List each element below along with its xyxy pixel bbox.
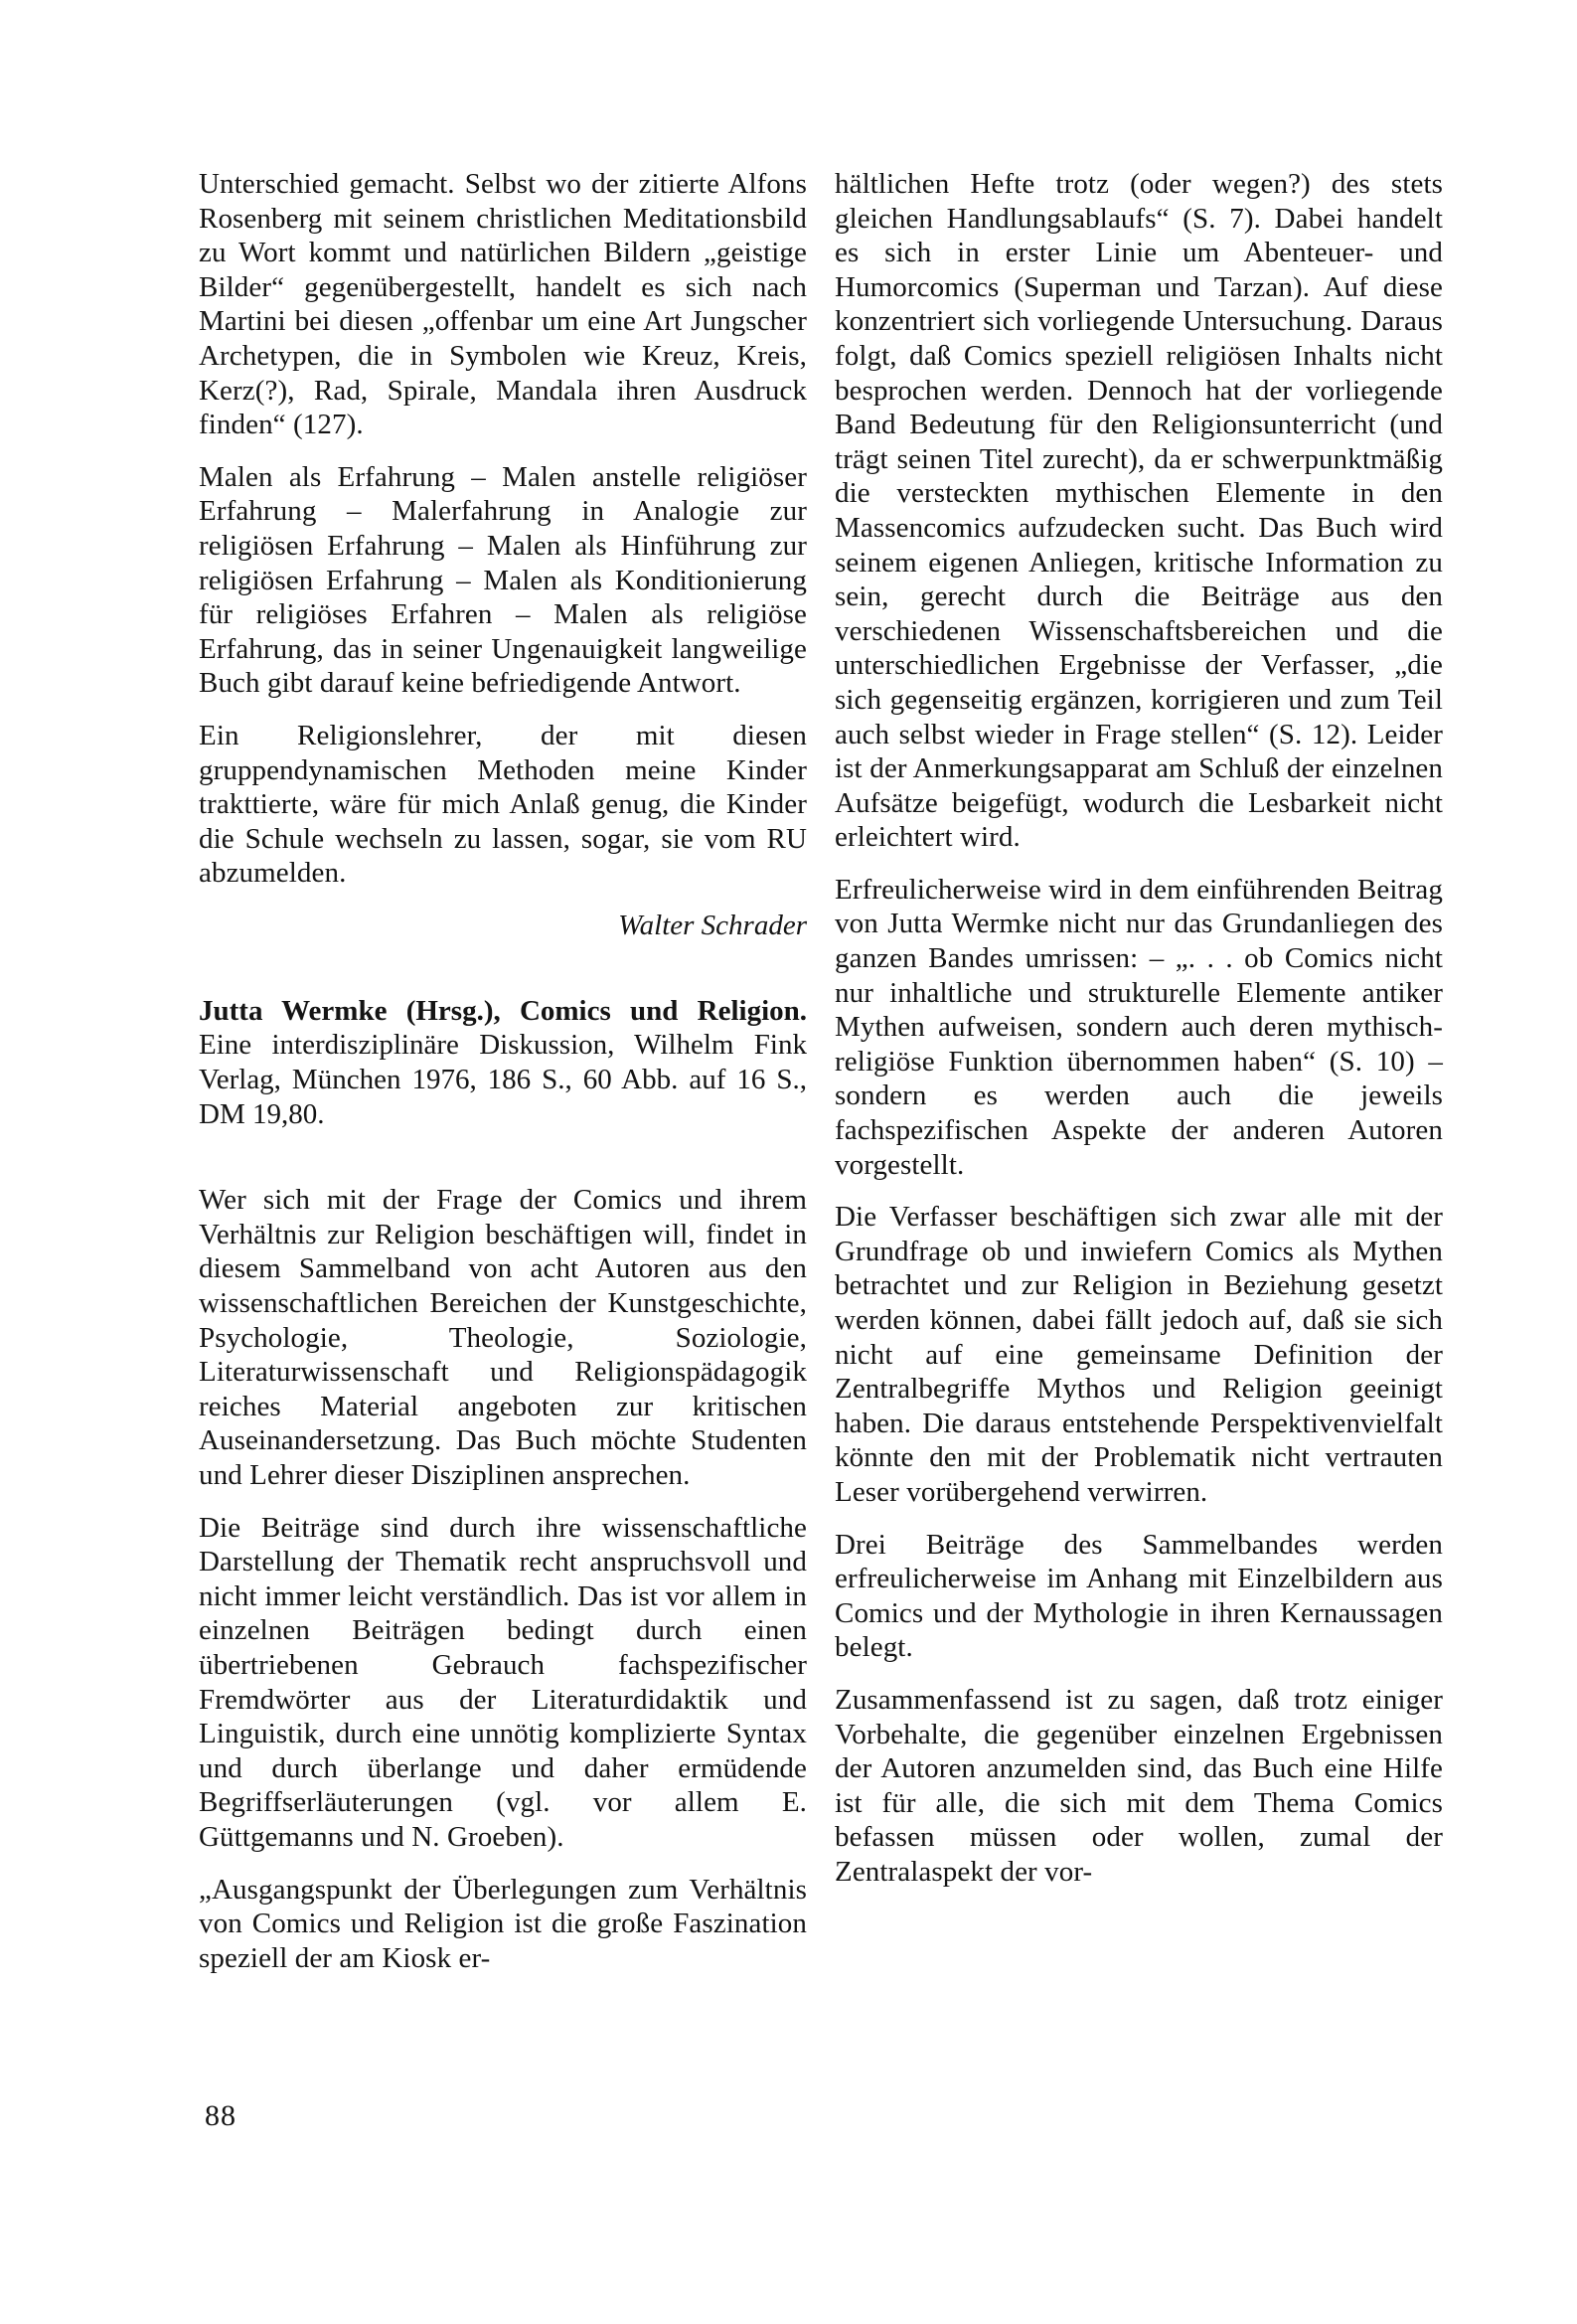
paragraph: Die Beiträge sind durch ihre wissenschaftliche Darstellung der Thematik recht anspruchsvoll und nicht immer leicht verständlich. Das ist vor allem in einzelnen Beiträgen bedingt durch einen übertriebenen Gebrauch fachspezifischer Fremdwörter aus der Literaturdidaktik und Linguistik, durch eine unnötig komplizierte Syntax und durch überlange und daher ermüdende Begriffserläuterungen (vgl. vor allem E. Güttgemanns und N. Groeben). <box>199 1511 807 1853</box>
paragraph: Erfreulicherweise wird in dem einführenden Beitrag von Jutta Wermke nicht nur das Grundanliegen des ganzen Bandes umrissen: – „. . . ob Comics nicht nur inhaltliche und strukturelle Elemente antiker Mythen aufweisen, sondern auch deren mythisch-religiöse Funktion übernommen haben“ (S. 10) – sondern es werden auch die jeweils fachspezifischen Aspekte der anderen Autoren vorgestellt. <box>835 873 1443 1181</box>
paragraph: „Ausgangspunkt der Überlegungen zum Verhältnis von Comics und Religion ist die große Faszination speziell der am Kiosk er- <box>199 1873 807 1974</box>
page-number: 88 <box>205 2099 237 2132</box>
paragraph: Malen als Erfahrung – Malen anstelle religiöser Erfahrung – Malerfahrung in Analogie zur religiösen Erfahrung – Malen als Hinführung zur religiösen Erfahrung – Malen als Konditionierung für religiöses Erfahren – Malen als religiöse Erfahrung, das in seiner Ungenauigkeit langweilige Buch gibt darauf keine befriedigende Antwort. <box>199 460 807 700</box>
paragraph: Unterschied gemacht. Selbst wo der zitierte Alfons Rosenberg mit seinem christlichen Meditationsbild zu Wort kommt und natürlichen Bildern „geistige Bilder“ gegenübergestellt, handelt es sich nach Martini bei diesen „offenbar um eine Art Jungscher Archetypen, die in Symbolen wie Kreuz, Kreis, Kerz(?), Rad, Spirale, Mandala ihren Ausdruck finden“ (127). <box>199 168 807 441</box>
left-column <box>199 167 807 1993</box>
book-review-heading <box>199 994 807 1131</box>
paragraph: Wer sich mit der Frage der Comics und ihrem Verhältnis zur Religion beschäftigen will, findet in diesem Sammelband von acht Autoren aus den wissenschaftlichen Bereichen der Kunstgeschichte, Psychologie, Theologie, Soziologie, Literaturwissenschaft und Religionspädagogik reiches Material angeboten zur kritischen Auseinandersetzung. Das Buch möchte Studenten und Lehrer dieser Disziplinen ansprechen. <box>199 1184 807 1491</box>
paragraph: Drei Beiträge des Sammelbandes werden erfreulicherweise im Anhang mit Einzelbildern aus Comics und der Mythologie in ihren Kernaussagen belegt. <box>835 1528 1443 1664</box>
paragraph: Die Verfasser beschäftigen sich zwar alle mit der Grundfrage ob und inwiefern Comics als Mythen betrachtet und zur Religion in Beziehung gesetzt werden können, dabei fällt jedoch auf, daß sie sich nicht auf eine gemeinsame Definition der Zentralbegriffe Mythos und Religion geeinigt haben. Die daraus entstehende Perspektivenvielfalt könnte den mit der Problematik nicht vertrauten Leser vorübergehend verwirren. <box>835 1201 1443 1508</box>
book-title: Jutta Wermke (Hrsg.), Comics und Religion. <box>199 994 807 1027</box>
paragraph: hältlichen Hefte trotz (oder wegen?) des stets gleichen Handlungsablaufs“ (S. 7). Dabei handelt es sich in erster Linie um Abenteuer- und Humorcomics (Superman und Tarzan). Auf diese konzentriert sich vorliegende Untersuchung. Daraus folgt, daß Comics speziell religiösen Inhalts nicht besprochen werden. Dennoch hat der vorliegende Band Bedeutung für den Religionsunterricht (und trägt seinen Titel zurecht), da er schwerpunktmäßig die versteckten mythischen Elemente in den Massencomics aufzudecken sucht. Das Buch wird seinem eigenen Anliegen, kritische Information zu sein, gerecht durch die Beiträge aus den verschiedenen Wissenschaftsbereichen und die unterschiedlichen Ergebnisse der Verfasser, „die sich gegenseitig ergänzen, korrigieren und zum Teil auch selbst wieder in Frage stellen“ (S. 12). Leider ist der Anmerkungsapparat am Schluß der einzelnen Aufsätze beigefügt, wodurch die Lesbarkeit nicht erleichtert wird. <box>835 168 1443 854</box>
paragraph: Ein Religionslehrer, der mit diesen gruppendynamischen Methoden meine Kinder trakttierte, wäre für mich Anlaß genug, die Kinder die Schule wechseln zu lassen, sogar, sie vom RU abzumelden. <box>199 719 807 890</box>
paragraph: Zusammenfassend ist zu sagen, daß trotz einiger Vorbehalte, die gegenüber einzelnen Ergebnissen der Autoren anzumelden sind, das Buch eine Hilfe ist für alle, die sich mit dem Thema Comics befassen müssen oder wollen, zumal der Zentralaspekt der vor- <box>835 1683 1443 1888</box>
reviewer-signature: Walter Schrader <box>618 909 807 941</box>
book-citation: Eine interdisziplinäre Diskussion, Wilhelm Fink Verlag, München 1976, 186 S., 60 Abb. auf 16 S., DM 19,80. <box>199 1029 807 1130</box>
right-column <box>835 167 1443 1908</box>
